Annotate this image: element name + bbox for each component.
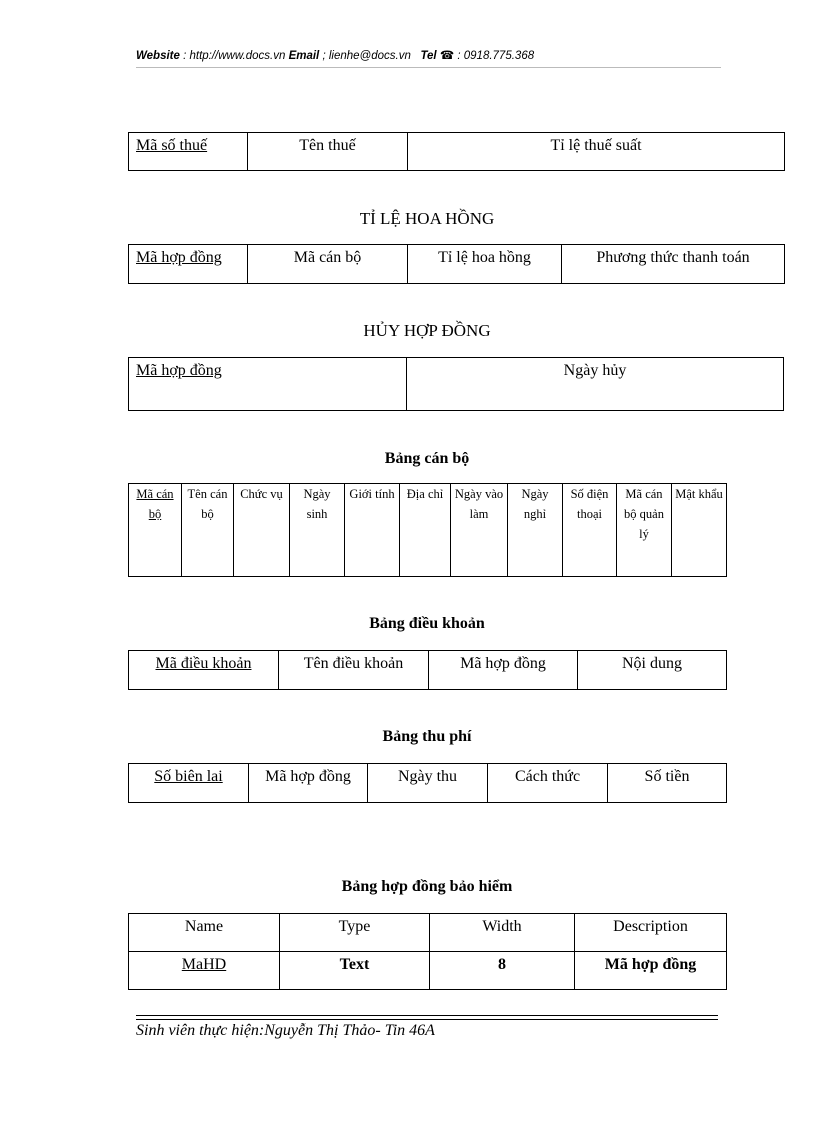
commission-col-payment: Phương thức thanh toán xyxy=(562,245,785,284)
terms-table xyxy=(128,650,727,690)
cancel-title: HỦY HỢP ĐỒNG xyxy=(363,321,491,340)
commission-table xyxy=(128,244,785,284)
cancel-col-date: Ngày hủy xyxy=(407,358,784,411)
staff-col-address: Địa chỉ xyxy=(400,484,451,577)
tax-col-rate: Tỉ lệ thuế suất xyxy=(408,133,785,171)
email-value: ; lienhe@docs.vn xyxy=(319,50,411,62)
fees-col-receipt: Số biên lai xyxy=(129,764,249,803)
footer-divider xyxy=(136,1019,718,1020)
staff-col-leave-date: Ngày nghỉ xyxy=(508,484,563,577)
terms-col-contract: Mã hợp đồng xyxy=(429,651,578,690)
contract-header-width: Width xyxy=(430,914,575,952)
tel-value: : 0918.775.368 xyxy=(454,50,535,62)
commission-col-rate: Tỉ lệ hoa hồng xyxy=(408,245,562,284)
staff-col-phone: Số điện thoại xyxy=(563,484,617,577)
tax-col-code: Mã số thuế xyxy=(129,133,248,171)
contract-cell-description: Mã hợp đồng xyxy=(575,952,727,990)
page-header xyxy=(136,48,721,68)
footer-text: Sinh viên thực hiện:Nguyễn Thị Thảo- Tin 46A xyxy=(136,1022,435,1039)
commission-title: TỈ LỆ HOA HỒNG xyxy=(359,209,495,228)
footer-divider xyxy=(136,1015,718,1016)
fees-col-method: Cách thức xyxy=(488,764,608,803)
commission-col-contract: Mã hợp đồng xyxy=(129,245,248,284)
terms-col-name: Tên điều khoản xyxy=(279,651,429,690)
contract-cell-width: 8 xyxy=(430,952,575,990)
cancel-col-contract: Mã hợp đồng xyxy=(129,358,407,411)
terms-col-content: Nội dung xyxy=(578,651,727,690)
cancel-table xyxy=(128,357,784,411)
staff-table xyxy=(128,483,727,577)
tel-label: Tel xyxy=(420,50,437,62)
email-label: Email xyxy=(288,50,320,62)
contract-cell-type: Text xyxy=(280,952,430,990)
contract-cell-name: MaHD xyxy=(129,952,280,990)
fees-col-contract: Mã hợp đồng xyxy=(249,764,368,803)
terms-col-id: Mã điều khoản xyxy=(129,651,279,690)
commission-col-staff: Mã cán bộ xyxy=(248,245,408,284)
staff-col-id: Mã cán bộ xyxy=(129,484,182,577)
contract-table xyxy=(128,913,727,990)
staff-col-manager-id: Mã cán bộ quản lý xyxy=(617,484,672,577)
tax-col-name: Tên thuế xyxy=(248,133,408,171)
tax-table xyxy=(128,132,785,171)
contract-header-description: Description xyxy=(575,914,727,952)
staff-col-password: Mật khẩu xyxy=(672,484,727,577)
contract-header-name: Name xyxy=(129,914,280,952)
staff-col-name: Tên cán bộ xyxy=(182,484,234,577)
website-value: : http://www.docs.vn xyxy=(179,50,286,62)
fees-col-date: Ngày thu xyxy=(368,764,488,803)
table-row xyxy=(129,952,727,990)
fees-table xyxy=(128,763,727,803)
contract-title: Bảng hợp đồng bảo hiểm xyxy=(341,878,513,895)
staff-col-position: Chức vụ xyxy=(234,484,290,577)
staff-col-birthdate: Ngày sinh xyxy=(290,484,345,577)
website-label: Website xyxy=(136,50,180,62)
staff-col-start-date: Ngày vào làm xyxy=(451,484,508,577)
phone-icon: ☎ xyxy=(439,50,455,62)
staff-title: Bảng cán bộ xyxy=(384,450,470,467)
fees-col-amount: Số tiền xyxy=(608,764,727,803)
staff-col-gender: Giới tính xyxy=(345,484,400,577)
fees-title: Bảng thu phí xyxy=(382,728,472,745)
terms-title: Bảng điều khoản xyxy=(369,615,485,632)
contract-header-type: Type xyxy=(280,914,430,952)
